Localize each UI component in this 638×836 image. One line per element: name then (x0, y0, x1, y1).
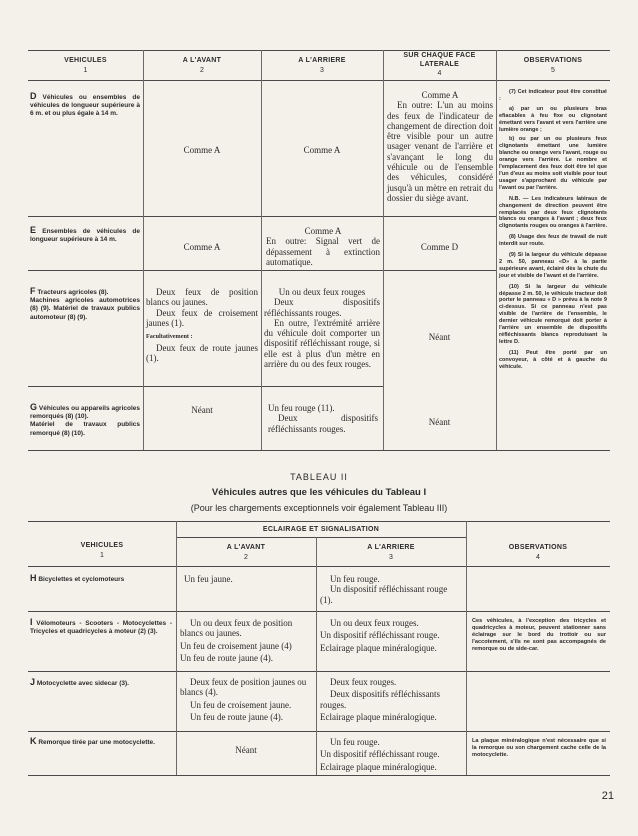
obs-cell-i: Ces véhicules, à l'exception des tricycles et quadricycles à moteur, peuvent stationner sans éclairage sur le bord du trottoir ou sur l'accotement, s'ils ne sont pas accompagnés de remorque ou de side-car. (472, 618, 606, 652)
side-text: En outre: L'un au moins des feux de l'indicateur de changement de direction doit être visible pour un autre usager venant de l'arrière et s'avançant le long du véhicule ou de l'ensemble des véhicules, considéré jusqu'à un mètre en retrait du dossier du siège avant. (387, 100, 493, 203)
observation-note: (9) Si la largeur du véhicule dépasse 2 m. 50, panneau «D» à la partie supérieure avant, éclairé dès la chute du jour et visible de l'avant et de l'arrière. (499, 252, 607, 279)
rear-cell-e (266, 226, 380, 267)
page-number: 21 (601, 790, 614, 802)
vehicle-cell-i (30, 618, 172, 636)
column-header: A L'AVANT (182, 57, 222, 64)
table-2-subtitle: Véhicules autres que les véhicules du Tableau I (211, 487, 427, 498)
row-letter: F (30, 286, 36, 296)
rear-text: Eclairage plaque minéralogique. (320, 761, 437, 772)
rear-cell-h (320, 574, 462, 605)
rear-text: Un dispositif réfléchissant rouge. (320, 630, 440, 641)
rear-text: Deux dispositifs réfléchissants rouges. (264, 297, 380, 318)
rear-cell-i (320, 618, 462, 653)
column-number: 1 (83, 67, 88, 74)
vehicle-description: Véhicules ou ensembles de véhicules de longueur supérieure à 6 m. et ou plus égale à 14 m. (30, 94, 140, 118)
side-cell-g: Néant (428, 417, 451, 427)
front-cell-f (146, 287, 258, 364)
observation-note: (10) Si la largeur du véhicule dépasse 2 m. 50, le véhicule tracteur doit porter le panneau « D » prévu à la note 9 ci-dessus. Si ce panneau n'est pas visible de l'arrière de l'ensemble, le dernier véhicule remorqué doit porter à l'arrière un ensemble de dispositifs réfléchissants blancs reproduisant la lettre D. (499, 283, 607, 345)
table-1-col-divider (496, 50, 497, 450)
rear-cell-f (264, 287, 380, 369)
observations-cell (499, 89, 607, 371)
column-number: 4 (437, 70, 442, 77)
front-cell-h: Un feu jaune. (184, 574, 233, 584)
observation-note: (8) Usage des feux de travail de nuit interdit sur route. (499, 234, 607, 248)
table-2-bottom-rule (28, 775, 610, 776)
front-text: Un feu de route jaune (4). (180, 652, 273, 663)
row-letter: E (30, 225, 37, 235)
observation-note: (7) Cet indicateur pout être constitué : (499, 89, 607, 102)
table-1-header-rule (28, 80, 610, 81)
vehicle-description: Motocyclette avec sidecar (3). (36, 680, 129, 687)
table-1-row-rule (28, 216, 496, 217)
column-number: 5 (551, 67, 555, 74)
column-number: 4 (536, 554, 540, 561)
front-cell-k: Néant (235, 745, 257, 755)
rear-text: Un feu rouge. (330, 737, 380, 747)
vehicle-description: Vélomoteurs - Scooters - Motocyclettes - Tricycles et quadricycles à moteur (2) (3). (30, 620, 172, 636)
side-cell-e: Comme D (420, 242, 459, 252)
rear-text: Deux dispositifs réfléchissants rouges. (320, 689, 440, 710)
row-letter: I (30, 617, 33, 627)
front-cell-g: Néant (191, 405, 213, 415)
table-1-bottom-rule (28, 450, 610, 451)
group-header: ECLAIRAGE ET SIGNALISATION (262, 526, 380, 533)
observation-note: a) par un ou plusieurs bras efiacables à feu fixe ou clignotant émettant vers l'avant et vers l'arrière une lumière orange ; (499, 105, 607, 133)
table-2-row-rule (28, 611, 610, 612)
vehicle-description: Remorque tirée par une motocyclette. (38, 739, 155, 746)
rear-text: Un feu rouge. (330, 574, 380, 584)
table-1-top-rule (28, 50, 610, 51)
rear-text: Un ou deux feux rouges. (330, 618, 419, 628)
vehicle-cell-k (30, 737, 173, 747)
column-header-line2: LATERALE (419, 61, 460, 68)
front-cell-d: Comme A (183, 145, 221, 155)
front-text: Deux feux de position jaunes ou blancs (4). (180, 677, 307, 698)
table-1-row-rule (28, 270, 496, 271)
column-header: SUR CHAQUE FACE (403, 52, 476, 59)
front-text: Facultativement : (146, 333, 193, 341)
vehicle-description: Ensembles de véhicules de longueur supérieure à 14 m. (30, 228, 140, 244)
front-cell-j (180, 677, 313, 722)
observation-note: b) ou par un ou plusieurs feux clignotants émettant une lumière blanche ou orange vers l'avant, rouge ou orange vers l'arrière. Le nombre et l'emplacement des feux doit être tel que l'un d'eux au moins soit visible pour tout usager s'approchant du véhicule par l'avant ou par l'arrière. (499, 136, 607, 191)
rear-text: En outre, l'extrémité arrière du véhicule doit comporter un dispositif réfléchissant rouge, si elle est à plus d'un mètre en arrière du ou des feux rouges. (264, 317, 380, 370)
row-letter: G (30, 402, 38, 412)
column-header: VEHICULES (64, 57, 107, 64)
column-header: VEHICULES (80, 542, 124, 549)
front-text: Un feu de croisement jaune. (190, 699, 292, 710)
front-cell-i (180, 618, 313, 663)
column-number: 2 (200, 67, 204, 74)
vehicle-description: Machines agricoles automotrices (8) (9). Matériel de travaux publics automoteur (8) (9). (30, 297, 140, 321)
vehicle-cell-j (30, 678, 173, 688)
side-cell-d (387, 90, 493, 203)
front-text: Deux feux de croisement jaunes (1). (146, 307, 258, 328)
column-header: A L'ARRIERE (298, 57, 346, 64)
front-text: Un feu de route jaune (4). (190, 711, 283, 722)
table-2-note: (Pour les chargements exceptionnels voir également Tableau III) (190, 503, 448, 513)
vehicle-cell-h (30, 574, 173, 584)
rear-text: Comme A (304, 226, 342, 236)
vehicle-cell-g (30, 403, 140, 438)
rear-text: Eclairage plaque minéralogique. (320, 711, 437, 722)
column-header: A L'AVANT (226, 544, 266, 551)
vehicle-description: Tracteurs agricoles (8). (37, 289, 109, 296)
table-2-top-rule (28, 521, 610, 522)
rear-text: Un dispositif réfléchissant rouge (1). (320, 584, 448, 605)
table-2-title: TABLEAU II (290, 472, 348, 482)
side-text: Comme A (421, 90, 459, 100)
row-letter: J (30, 677, 36, 687)
table-2-col-divider (316, 537, 317, 775)
vehicle-description: Véhicules ou appareils agricoles remorqués (8) (10). (30, 405, 140, 421)
rear-cell-k (320, 737, 464, 772)
front-text: Deux feux de position blancs ou jaunes. (146, 287, 258, 308)
vehicle-description: Bicyclettes et cyclomoteurs (38, 576, 125, 583)
observation-note: N.B. — Les indicateurs latéraux de changement de direction peuvent être remplacés par deux feux clignotants blancs ou oranges à l'avant ; deux feux clignotants rouges ou oranges à l'arrière. (499, 195, 607, 230)
vehicle-cell-e (30, 226, 140, 244)
rear-text: Un ou deux feux rouges (278, 287, 366, 297)
observation-note: (11) Peut être porté par un convoyeur, à côté et à gauche du véhicule. (499, 349, 607, 370)
rear-text: Deux feux rouges. (330, 677, 397, 687)
rear-text: Eclairage plaque minéralogique. (320, 642, 437, 653)
column-number: 2 (244, 554, 248, 561)
rear-text: Un dispositif réfléchissant rouge. (320, 749, 440, 760)
table-2-header-rule (28, 566, 610, 567)
row-letter: K (30, 736, 37, 746)
front-text: Un ou deux feux de position blancs ou jaunes. (180, 618, 293, 639)
vehicle-description: Matériel de travaux publics remorqué (8) (10). (30, 421, 140, 437)
rear-cell-j (320, 677, 462, 722)
vehicle-cell-d (30, 92, 140, 119)
column-header: OBSERVATIONS (523, 57, 583, 64)
table-1-col-divider (261, 50, 262, 450)
front-text: Deux feux de route jaunes (1). (146, 343, 258, 364)
table-2-row-rule (28, 671, 610, 672)
column-header: OBSERVATIONS (508, 544, 568, 551)
column-number: 3 (389, 554, 393, 561)
rear-cell-d: Comme A (303, 145, 341, 155)
front-text: Un feu de croisement jaune (4) (180, 640, 292, 651)
vehicle-cell-f (30, 287, 140, 322)
row-letter: D (30, 91, 37, 101)
side-cell-f: Néant (428, 332, 451, 342)
rear-text: En outre: Signal vert de dépassement à extinction automatique. (266, 236, 380, 267)
rear-text: Deux dispositifs réfléchissants rouges. (268, 413, 378, 434)
column-number: 3 (320, 67, 324, 74)
rear-cell-g (268, 403, 378, 434)
rear-text: Un feu rouge (11). (268, 403, 335, 413)
column-number: 1 (100, 552, 104, 559)
obs-cell-k: La plaque minéralogique n'est nécessaire que si la remorque ou son chargement cache celle de la motocyclette. (472, 738, 606, 758)
table-1-row-rule (28, 386, 383, 387)
column-header: A L'ARRIERE (367, 544, 415, 551)
front-cell-e: Comme A (183, 242, 221, 252)
table-2-group-rule (176, 537, 466, 538)
table-2-row-rule (28, 731, 610, 732)
row-letter: H (30, 573, 37, 583)
